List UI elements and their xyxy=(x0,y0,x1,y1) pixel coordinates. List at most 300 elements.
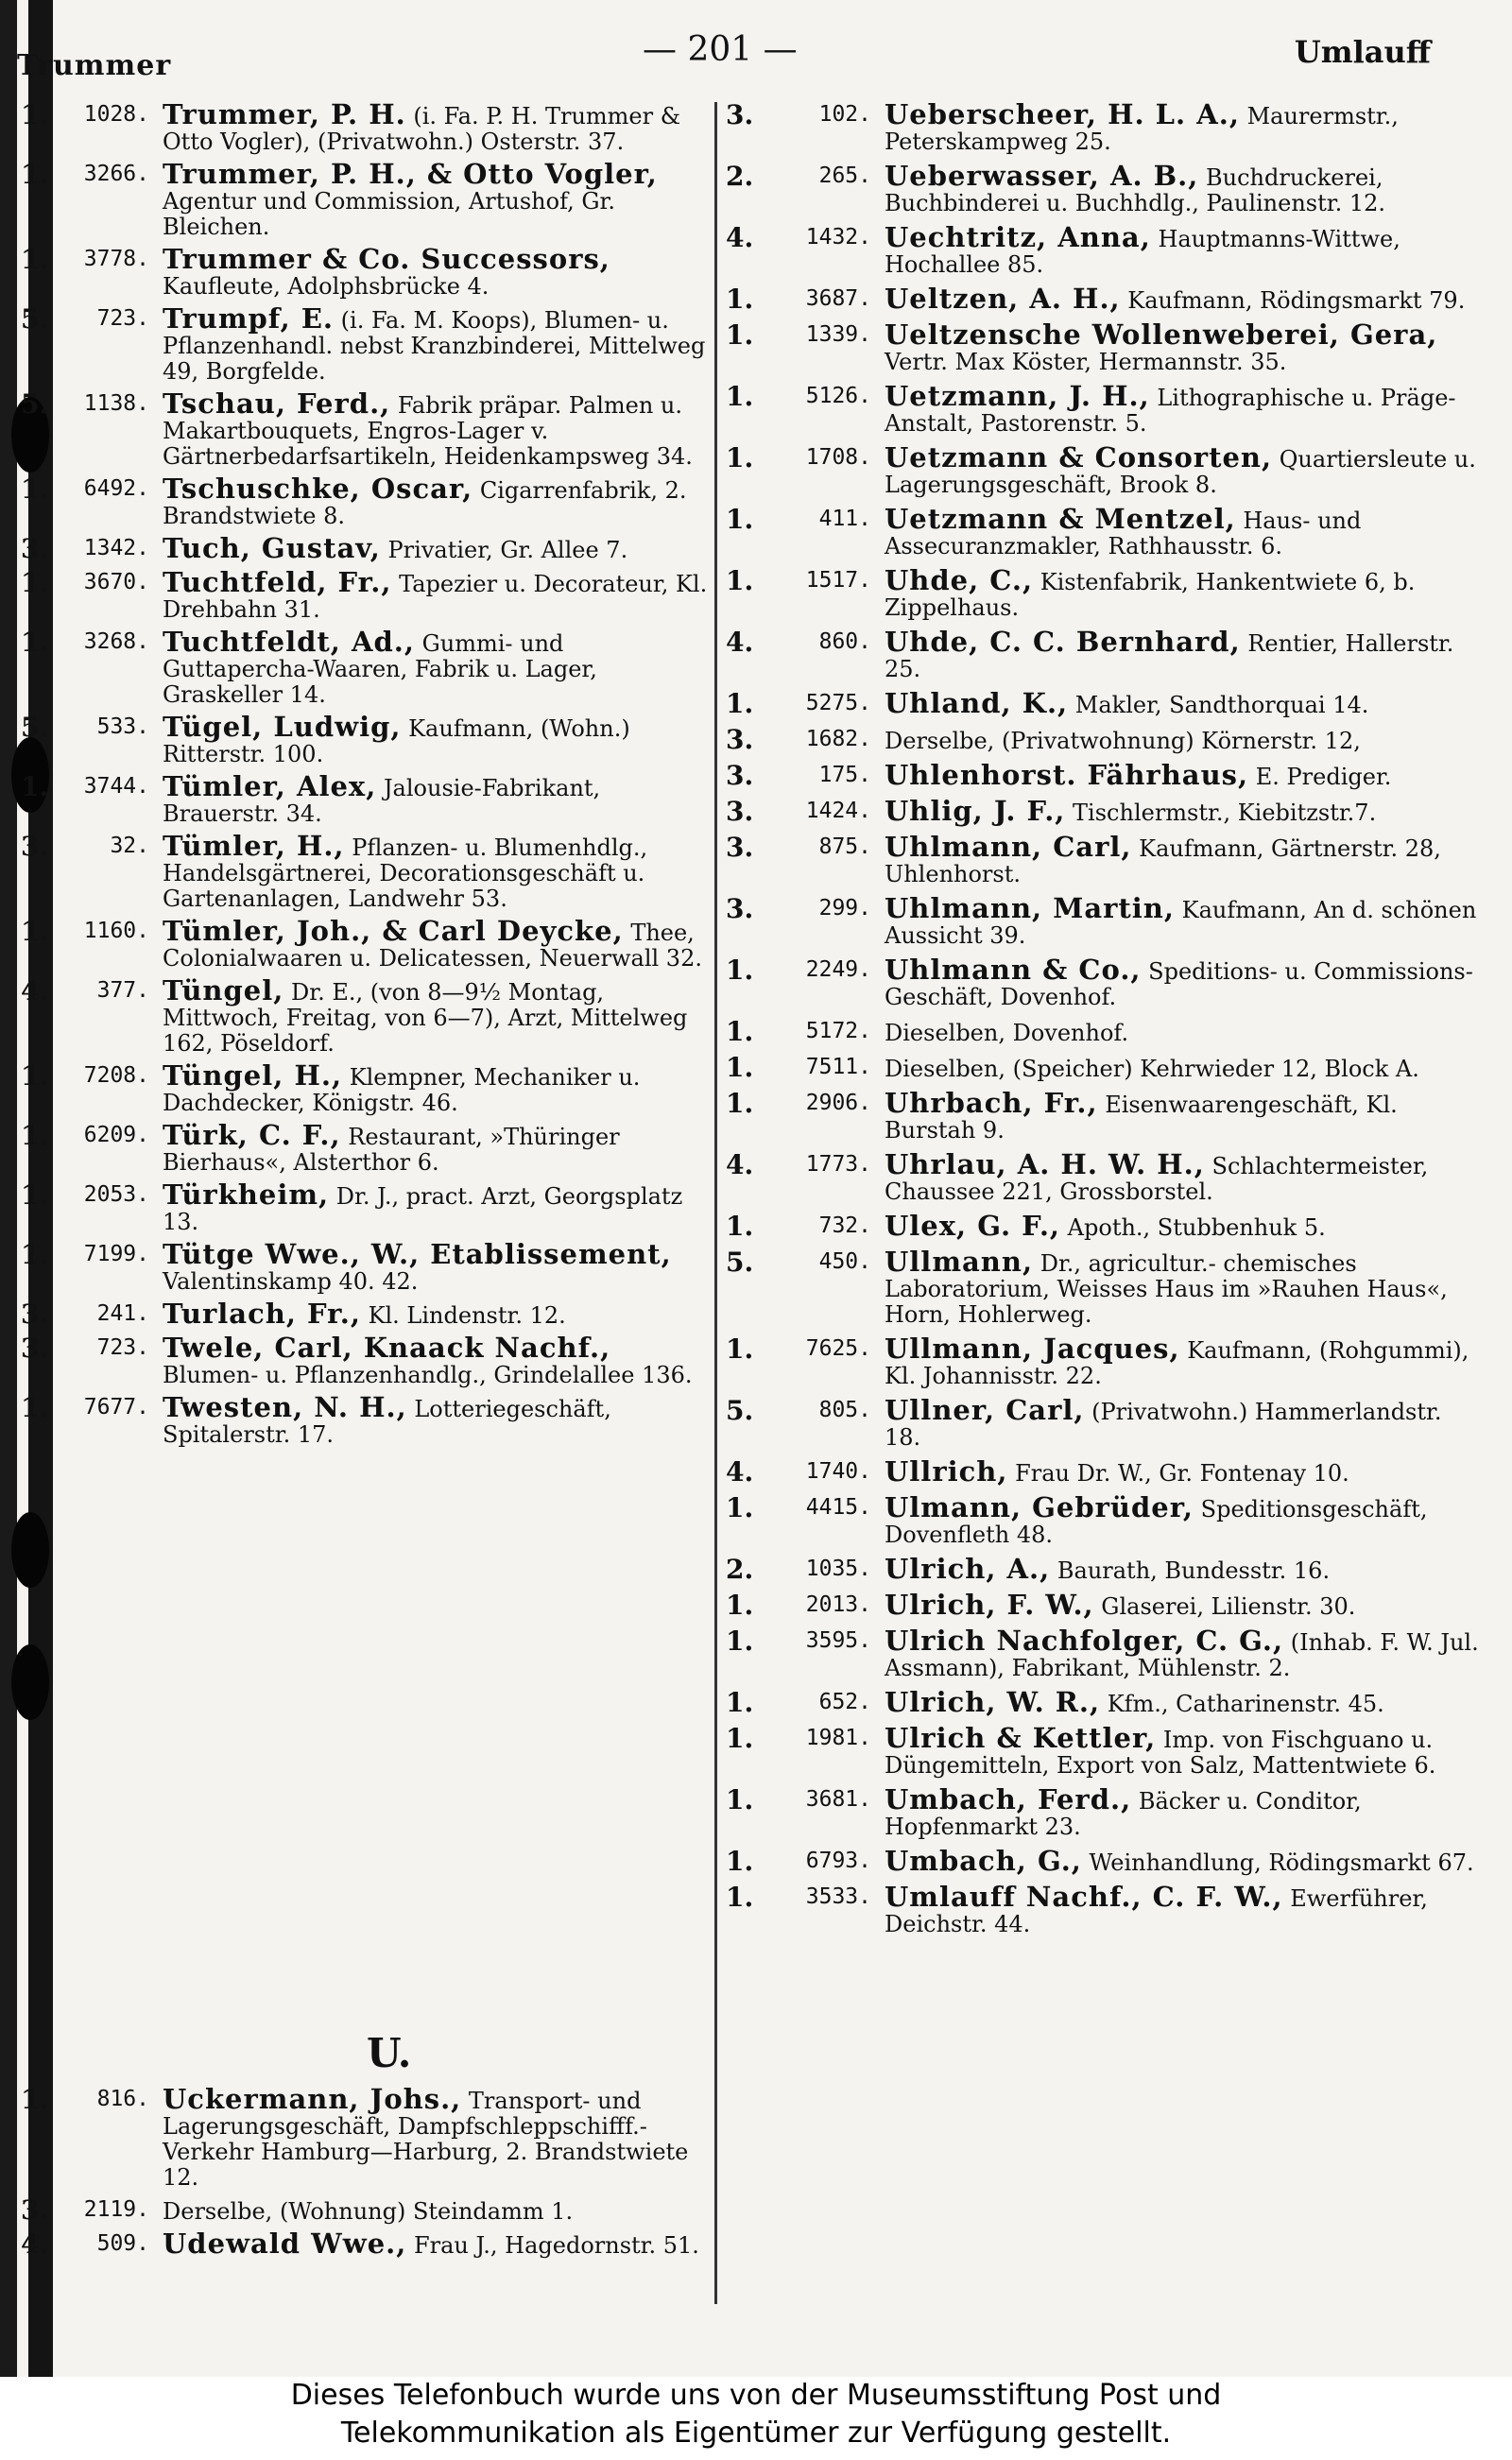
subscriber-name: Uhland, K., xyxy=(885,687,1069,719)
subscriber-details: Tischlermstr., Kiebitzstr.7. xyxy=(1073,800,1377,826)
phone-number: 723. xyxy=(96,1335,149,1360)
column-divider xyxy=(714,102,717,2304)
entry-text xyxy=(881,1087,1482,1144)
subscriber-details: Bäcker u. Conditor, Hopfenmarkt 23. xyxy=(885,1788,1362,1840)
entry-text xyxy=(159,302,711,385)
phone-number: 732. xyxy=(818,1213,871,1238)
entry-text xyxy=(881,1553,1482,1585)
subscriber-details: (i. Fa. P. H. Trummer & Otto Vogler), (Privatwohn.) Osterstr. 37. xyxy=(163,103,681,155)
exchange-office: 1. xyxy=(726,955,754,986)
exchange-office: 3. xyxy=(21,1333,49,1364)
entry-text xyxy=(881,1845,1482,1877)
subscriber-details: Pflanzen- u. Blumenhdlg., Handelsgärtnerei, Decorationsgeschäft u. Gartenanlagen, Landwehr 53. xyxy=(163,834,648,912)
header-first-entry: Trummer xyxy=(17,49,172,82)
exchange-office: 1. xyxy=(21,1060,49,1092)
entry-text xyxy=(159,2228,711,2260)
phone-number: 2249. xyxy=(805,957,871,982)
exchange-office: 5. xyxy=(726,1247,754,1278)
exchange-office: 5. xyxy=(21,303,49,335)
subscriber-details: Valentinskamp 40. 42. xyxy=(163,1268,419,1295)
subscriber-details: Jalousie-Fabrikant, Brauerstr. 34. xyxy=(163,775,601,827)
subscriber-details: Maurermstr., Peterskampweg 25. xyxy=(885,103,1399,155)
exchange-office: 1. xyxy=(21,473,49,505)
entry-text xyxy=(159,711,711,767)
entry-text xyxy=(881,221,1482,278)
phone-number: 299. xyxy=(818,896,871,920)
exchange-office: 1. xyxy=(21,916,49,947)
exchange-office: 3. xyxy=(21,533,49,564)
phone-number: 6492. xyxy=(83,476,149,501)
exchange-office: 3. xyxy=(726,893,754,924)
directory-entry xyxy=(21,566,711,623)
exchange-office: 1. xyxy=(726,688,754,719)
subscriber-details: Kaufmann, Rödingsmarkt 79. xyxy=(1127,287,1466,314)
entry-text xyxy=(159,387,711,470)
exchange-office: 1. xyxy=(21,1392,49,1423)
entry-text xyxy=(881,503,1482,559)
directory-entry xyxy=(21,1119,711,1176)
directory-entry xyxy=(726,221,1482,278)
entry-text xyxy=(881,1055,1482,1082)
entry-text xyxy=(881,1455,1482,1488)
entry-text xyxy=(159,566,711,623)
exchange-office: 1. xyxy=(726,319,754,351)
phone-number: 1339. xyxy=(805,322,871,347)
directory-entry xyxy=(21,915,711,972)
entry-text xyxy=(159,158,711,240)
directory-entry xyxy=(21,1298,711,1330)
phone-number: 5172. xyxy=(805,1019,871,1043)
subscriber-name: Ueltzensche Wollenweberei, Gera, xyxy=(885,318,1438,351)
directory-entry xyxy=(21,473,711,529)
phone-number: 1682. xyxy=(805,727,871,751)
phone-number: 4415. xyxy=(805,1495,871,1520)
subscriber-name: Tuchtfeld, Fr., xyxy=(163,566,392,598)
directory-entry xyxy=(726,626,1482,682)
phone-number: 377. xyxy=(96,978,149,1003)
phone-number: 241. xyxy=(96,1301,149,1326)
exchange-office: 3. xyxy=(726,99,754,130)
subscriber-details: (i. Fa. M. Koops), Blumen- u. Pflanzenhandl. nebst Kranzbinderei, Mittelweg 49, Borgfelde. xyxy=(163,307,706,385)
directory-entry xyxy=(726,1722,1482,1779)
entry-text xyxy=(881,759,1482,791)
directory-entry xyxy=(726,1455,1482,1488)
exchange-office: 1. xyxy=(726,1846,754,1877)
exchange-office: 1. xyxy=(726,1723,754,1754)
subscriber-name: Twele, Carl, Knaack Nachf., xyxy=(163,1332,611,1364)
directory-entry xyxy=(726,1210,1482,1242)
exchange-office: 4. xyxy=(726,222,754,253)
exchange-office: 3. xyxy=(726,796,754,827)
directory-entry xyxy=(726,564,1482,621)
directory-entry xyxy=(21,1059,711,1116)
entry-text xyxy=(881,687,1482,719)
subscriber-name: Tüngel, xyxy=(163,974,284,1006)
subscriber-details: Derselbe, (Wohnung) Steindamm 1. xyxy=(163,2198,574,2225)
subscriber-details: Lithographische u. Präge-Anstalt, Pastorenstr. 5. xyxy=(885,385,1456,437)
entry-text xyxy=(881,1333,1482,1389)
footer-line-1: Dieses Telefonbuch wurde uns von der Museumsstiftung Post und xyxy=(290,2379,1222,2412)
directory-entry xyxy=(21,1178,711,1235)
directory-entry xyxy=(21,830,711,912)
phone-number: 1517. xyxy=(805,568,871,593)
directory-entry xyxy=(726,1783,1482,1840)
entry-text xyxy=(159,1178,711,1235)
phone-number: 2119. xyxy=(83,2197,149,2222)
subscriber-name: Ullrich, xyxy=(885,1455,1008,1488)
exchange-office: 1. xyxy=(726,1492,754,1523)
exchange-office: 1. xyxy=(21,627,49,658)
subscriber-details: Dr., agricultur.- chemisches Laboratorium, Weisses Haus im »Rauhen Haus«, Horn, Hohlerweg. xyxy=(885,1250,1448,1328)
subscriber-details: Dr. E., (von 8—9½ Montag, Mittwoch, Freitag, von 6—7), Arzt, Mittelweg 162, Pöseldorf. xyxy=(163,979,688,1057)
exchange-office: 1. xyxy=(726,1211,754,1242)
directory-entry xyxy=(726,1845,1482,1877)
subscriber-name: Turlach, Fr., xyxy=(163,1298,361,1330)
exchange-office: 4. xyxy=(21,975,49,1006)
subscriber-name: Udewald Wwe., xyxy=(163,2228,407,2260)
subscriber-details: Frau J., Hagedornstr. 51. xyxy=(413,2232,699,2259)
directory-entry xyxy=(21,532,711,564)
directory-entry xyxy=(21,1332,711,1388)
subscriber-name: Tügel, Ludwig, xyxy=(163,711,402,743)
subscriber-name: Tschau, Ferd., xyxy=(163,387,391,420)
directory-entry xyxy=(726,98,1482,155)
subscriber-name: Ueberscheer, H. L. A., xyxy=(885,98,1240,130)
right-column xyxy=(726,98,1482,1946)
exchange-office: 4. xyxy=(726,627,754,658)
entry-text xyxy=(881,626,1482,682)
directory-entry xyxy=(726,1553,1482,1585)
exchange-office: 1. xyxy=(21,1120,49,1151)
entry-text xyxy=(881,1394,1482,1451)
phone-number: 1342. xyxy=(83,536,149,560)
phone-number: 3268. xyxy=(83,629,149,654)
phone-number: 5126. xyxy=(805,384,871,408)
exchange-office: 1. xyxy=(726,1590,754,1621)
page-number: — 201 — xyxy=(643,30,798,69)
entry-text xyxy=(159,1391,711,1448)
subscriber-details: Apoth., Stubbenhuk 5. xyxy=(1067,1214,1326,1241)
subscriber-name: Ueberwasser, A. B., xyxy=(885,160,1199,192)
subscriber-name: Trummer, P. H. xyxy=(163,98,406,130)
phone-number: 1028. xyxy=(83,102,149,127)
subscriber-details: Ewerführer, Deichstr. 44. xyxy=(885,1885,1428,1937)
phone-number: 2013. xyxy=(805,1592,871,1617)
entry-text xyxy=(881,727,1482,754)
subscriber-name: Tuch, Gustav, xyxy=(163,532,381,564)
phone-number: 1773. xyxy=(805,1152,871,1177)
phone-number: 265. xyxy=(818,163,871,188)
subscriber-name: Ulrich & Kettler, xyxy=(885,1722,1157,1754)
entry-text xyxy=(159,830,711,912)
directory-entry xyxy=(21,2194,711,2226)
phone-number: 1708. xyxy=(805,445,871,470)
subscriber-details: Kaufleute, Adolphsbrücke 4. xyxy=(163,273,490,300)
entry-text xyxy=(881,380,1482,437)
phone-number: 1981. xyxy=(805,1726,871,1750)
header-last-entry: Umlauff xyxy=(1294,34,1431,70)
subscriber-name: Tüngel, H., xyxy=(163,1059,343,1092)
punch-hole xyxy=(11,1512,49,1588)
subscriber-details: Privatier, Gr. Allee 7. xyxy=(387,537,628,563)
directory-entry xyxy=(21,1391,711,1448)
subscriber-details: Schlachtermeister, Chaussee 221, Grossborstel. xyxy=(885,1153,1429,1205)
subscriber-details: Rentier, Hallerstr. 25. xyxy=(885,630,1454,682)
subscriber-name: Twesten, N. H., xyxy=(163,1391,407,1423)
entry-text xyxy=(159,770,711,827)
entry-text xyxy=(881,98,1482,155)
exchange-office: 3. xyxy=(726,760,754,791)
phone-number: 411. xyxy=(818,507,871,531)
entry-text xyxy=(159,915,711,972)
exchange-office: 2. xyxy=(726,161,754,192)
directory-entry xyxy=(21,974,711,1057)
phone-number: 2053. xyxy=(83,1182,149,1207)
exchange-office: 1. xyxy=(726,1882,754,1913)
phone-number: 7208. xyxy=(83,1063,149,1088)
phone-number: 1432. xyxy=(805,225,871,249)
directory-entry xyxy=(726,1052,1482,1083)
directory-entry xyxy=(726,831,1482,887)
subscriber-name: Uhrlau, A. H. W. H., xyxy=(885,1148,1205,1180)
subscriber-name: Uhde, C., xyxy=(885,564,1034,596)
entry-text xyxy=(881,831,1482,887)
directory-entry xyxy=(726,795,1482,827)
entry-text xyxy=(881,283,1482,315)
subscriber-name: Umlauff Nachf., C. F. W., xyxy=(885,1881,1283,1913)
exchange-office: 3. xyxy=(726,724,754,755)
subscriber-details: Quartiersleute u. Lagerungsgeschäft, Brook 8. xyxy=(885,446,1476,498)
subscriber-details: Frau Dr. W., Gr. Fontenay 10. xyxy=(1015,1460,1349,1487)
subscriber-details: Baurath, Bundesstr. 16. xyxy=(1057,1557,1331,1584)
subscriber-details: Kaufmann, Gärtnerstr. 28, Uhlenhorst. xyxy=(885,835,1441,887)
exchange-office: 1. xyxy=(726,381,754,412)
entry-text xyxy=(159,974,711,1057)
entry-text xyxy=(881,1686,1482,1718)
subscriber-details: Restaurant, »Thüringer Bierhaus«, Alsterthor 6. xyxy=(163,1124,620,1176)
subscriber-details: Eisenwaarengeschäft, Kl. Burstah 9. xyxy=(885,1092,1398,1144)
subscriber-details: Vertr. Max Köster, Hermannstr. 35. xyxy=(885,349,1287,375)
phone-number: 175. xyxy=(818,763,871,787)
exchange-office: 1. xyxy=(726,1016,754,1047)
phone-number: 7199. xyxy=(83,1242,149,1266)
directory-entry xyxy=(726,1087,1482,1144)
exchange-office: 1. xyxy=(726,504,754,535)
phone-number: 3778. xyxy=(83,247,149,271)
exchange-office: 1. xyxy=(21,567,49,598)
subscriber-details: E. Prediger. xyxy=(1255,764,1392,790)
directory-entry xyxy=(21,302,711,385)
exchange-office: 1. xyxy=(21,771,49,802)
exchange-office: 1. xyxy=(726,1052,754,1083)
subscriber-details: Blumen- u. Pflanzenhandlg., Grindelallee 136. xyxy=(163,1362,693,1388)
subscriber-details: Thee, Colonialwaaren u. Delicatessen, Neuerwall 32. xyxy=(163,920,702,972)
exchange-office: 1. xyxy=(21,1239,49,1270)
exchange-office: 1. xyxy=(726,1784,754,1815)
exchange-office: 1. xyxy=(21,99,49,130)
entry-text xyxy=(159,98,711,155)
subscriber-name: Tschuschke, Oscar, xyxy=(163,473,473,505)
directory-entry xyxy=(726,380,1482,437)
directory-entry xyxy=(21,1238,711,1295)
subscriber-details: Fabrik präpar. Palmen u. Makartbouquets, Engros-Lager v. Gärtnerbedarfsartikeln, Heidenkampsweg 34. xyxy=(163,392,693,470)
exchange-office: 3. xyxy=(21,2194,49,2226)
subscriber-name: Uhlig, J. F., xyxy=(885,795,1066,827)
subscriber-details: Kaufmann, An d. schönen Aussicht 39. xyxy=(885,897,1477,949)
phone-number: 3266. xyxy=(83,162,149,186)
phone-number: 1160. xyxy=(83,919,149,943)
phone-number: 32. xyxy=(110,834,149,858)
subscriber-name: Ueltzen, A. H., xyxy=(885,283,1121,315)
entry-text xyxy=(881,160,1482,216)
subscriber-details: Hauptmanns-Wittwe, Hochallee 85. xyxy=(885,226,1400,278)
subscriber-details: Haus- und Assecuranzmakler, Rathhausstr. 6. xyxy=(885,507,1362,559)
phone-number: 3687. xyxy=(805,286,871,311)
subscriber-name: Uhrbach, Fr., xyxy=(885,1087,1098,1119)
entry-text xyxy=(881,318,1482,375)
entry-text xyxy=(881,1491,1482,1548)
directory-entry xyxy=(726,1589,1482,1621)
entry-text xyxy=(881,795,1482,827)
directory-entry xyxy=(21,387,711,470)
subscriber-details: Kl. Lindenstr. 12. xyxy=(368,1302,566,1329)
phone-number: 1740. xyxy=(805,1459,871,1484)
subscriber-details: Kistenfabrik, Hankentwiete 6, b. Zippelhaus. xyxy=(885,569,1416,621)
entry-text xyxy=(159,2197,711,2225)
subscriber-name: Uechtritz, Anna, xyxy=(885,221,1151,253)
subscriber-details: Agentur und Commission, Artushof, Gr. Bleichen. xyxy=(163,188,615,240)
subscriber-name: Tümler, H., xyxy=(163,830,345,862)
exchange-office: 4. xyxy=(726,1149,754,1180)
subscriber-name: Ulrich, F. W., xyxy=(885,1589,1094,1621)
subscriber-name: Uhlenhorst. Fährhaus, xyxy=(885,759,1249,791)
entry-text xyxy=(159,1119,711,1176)
exchange-office: 5. xyxy=(21,388,49,420)
directory-entry xyxy=(21,243,711,300)
directory-entry xyxy=(726,1625,1482,1681)
exchange-office: 1. xyxy=(726,1088,754,1119)
subscriber-details: Gummi- und Guttapercha-Waaren, Fabrik u. Lager, Graskeller 14. xyxy=(163,630,597,708)
directory-entry xyxy=(726,318,1482,375)
exchange-office: 4. xyxy=(726,1456,754,1488)
directory-entry xyxy=(21,711,711,767)
subscriber-name: Tütge Wwe., W., Etablissement, xyxy=(163,1238,672,1270)
directory-entry xyxy=(726,892,1482,949)
subscriber-name: Ulmann, Gebrüder, xyxy=(885,1491,1194,1523)
subscriber-details: Dr. J., pract. Arzt, Georgsplatz 13. xyxy=(163,1183,683,1235)
exchange-office: 1. xyxy=(21,2084,49,2115)
phone-number: 652. xyxy=(818,1690,871,1714)
exchange-office: 1. xyxy=(21,159,49,190)
subscriber-details: Speditions- u. Commissions-Geschäft, Dovenhof. xyxy=(885,958,1473,1010)
directory-entry xyxy=(726,1491,1482,1548)
footer-line-2: Telekommunikation als Eigentümer zur Verfügung gestellt. xyxy=(340,2417,1172,2450)
exchange-office: 1. xyxy=(726,442,754,473)
subscriber-details: (Privatwohn.) Hammerlandstr. 18. xyxy=(885,1399,1442,1451)
directory-entry xyxy=(21,2228,711,2260)
directory-entry xyxy=(726,1686,1482,1718)
subscriber-name: Ullmann, xyxy=(885,1246,1034,1278)
subscriber-name: Uhlmann, Carl, xyxy=(885,831,1132,863)
entry-text xyxy=(159,626,711,708)
phone-number: 533. xyxy=(96,714,149,739)
entry-text xyxy=(881,1589,1482,1621)
directory-entry xyxy=(21,98,711,155)
directory-entry xyxy=(726,283,1482,315)
left-column-u-section xyxy=(21,2083,711,2265)
subscriber-name: Uhlmann & Co., xyxy=(885,954,1142,986)
entry-text xyxy=(881,1722,1482,1779)
phone-number: 1138. xyxy=(83,391,149,416)
exchange-office: 3. xyxy=(726,832,754,863)
phone-number: 3533. xyxy=(805,1884,871,1909)
phone-number: 450. xyxy=(818,1249,871,1274)
directory-entry xyxy=(21,2083,711,2191)
directory-entry xyxy=(726,1394,1482,1451)
left-column xyxy=(21,98,711,1454)
entry-text xyxy=(159,243,711,300)
subscriber-details: Speditionsgeschäft, Dovenfleth 48. xyxy=(885,1496,1428,1548)
entry-text xyxy=(881,441,1482,498)
directory-entry xyxy=(726,1148,1482,1205)
phone-number: 7625. xyxy=(805,1336,871,1361)
phone-number: 3744. xyxy=(83,774,149,799)
exchange-office: 3. xyxy=(21,831,49,862)
subscriber-name: Türkheim, xyxy=(163,1178,330,1211)
exchange-office: 1. xyxy=(726,1333,754,1365)
subscriber-details: Kfm., Catharinenstr. 45. xyxy=(1107,1691,1384,1717)
phone-number: 509. xyxy=(96,2231,149,2256)
directory-entry xyxy=(726,1246,1482,1328)
subscriber-details: Tapezier u. Decorateur, Kl. Drehbahn 31. xyxy=(163,571,708,623)
phone-number: 2906. xyxy=(805,1091,871,1115)
subscriber-details: Kaufmann, (Wohn.) Ritterstr. 100. xyxy=(163,715,630,767)
subscriber-name: Uhde, C. C. Bernhard, xyxy=(885,626,1241,658)
entry-text xyxy=(159,1238,711,1295)
directory-entry xyxy=(726,1333,1482,1389)
subscriber-details: Weinhandlung, Rödingsmarkt 67. xyxy=(1089,1849,1474,1876)
directory-entry xyxy=(726,160,1482,216)
directory-entry xyxy=(21,626,711,708)
entry-text xyxy=(159,1059,711,1116)
exchange-office: 2. xyxy=(726,1554,754,1585)
directory-entry xyxy=(726,441,1482,498)
exchange-office: 5. xyxy=(21,712,49,743)
phone-number: 5275. xyxy=(805,691,871,715)
phone-number: 723. xyxy=(96,306,149,331)
directory-entry xyxy=(726,724,1482,755)
subscriber-details: Buchdruckerei, Buchbinderei u. Buchhdlg., Paulinenstr. 12. xyxy=(885,164,1386,216)
entry-text xyxy=(159,1298,711,1330)
subscriber-name: Umbach, G., xyxy=(885,1845,1082,1877)
phone-number: 1424. xyxy=(805,799,871,823)
subscriber-details: Dieselben, (Speicher) Kehrwieder 12, Block A. xyxy=(885,1056,1419,1082)
phone-number: 3595. xyxy=(805,1628,871,1653)
exchange-office: 4. xyxy=(21,2228,49,2260)
subscriber-details: Dieselben, Dovenhof. xyxy=(885,1020,1129,1046)
subscriber-details: Transport- und Lagerungsgeschäft, Dampfschleppschifff.-Verkehr Hamburg—Harburg, 2. Brandstwiete 12. xyxy=(163,2088,689,2191)
subscriber-name: Tuchtfeldt, Ad., xyxy=(163,626,415,658)
subscriber-name: Ulrich Nachfolger, C. G., xyxy=(885,1625,1284,1657)
entry-text xyxy=(159,2083,711,2191)
subscriber-name: Ullmann, Jacques, xyxy=(885,1333,1180,1365)
subscriber-details: Kaufmann, (Rohgummi), Kl. Johannisstr. 22. xyxy=(885,1337,1469,1389)
subscriber-name: Uckermann, Johs., xyxy=(163,2083,462,2115)
punch-hole xyxy=(11,1644,49,1720)
subscriber-name: Ulex, G. F., xyxy=(885,1210,1061,1242)
subscriber-name: Uetzmann & Mentzel, xyxy=(885,503,1236,535)
subscriber-name: Türk, C. F., xyxy=(163,1119,341,1151)
